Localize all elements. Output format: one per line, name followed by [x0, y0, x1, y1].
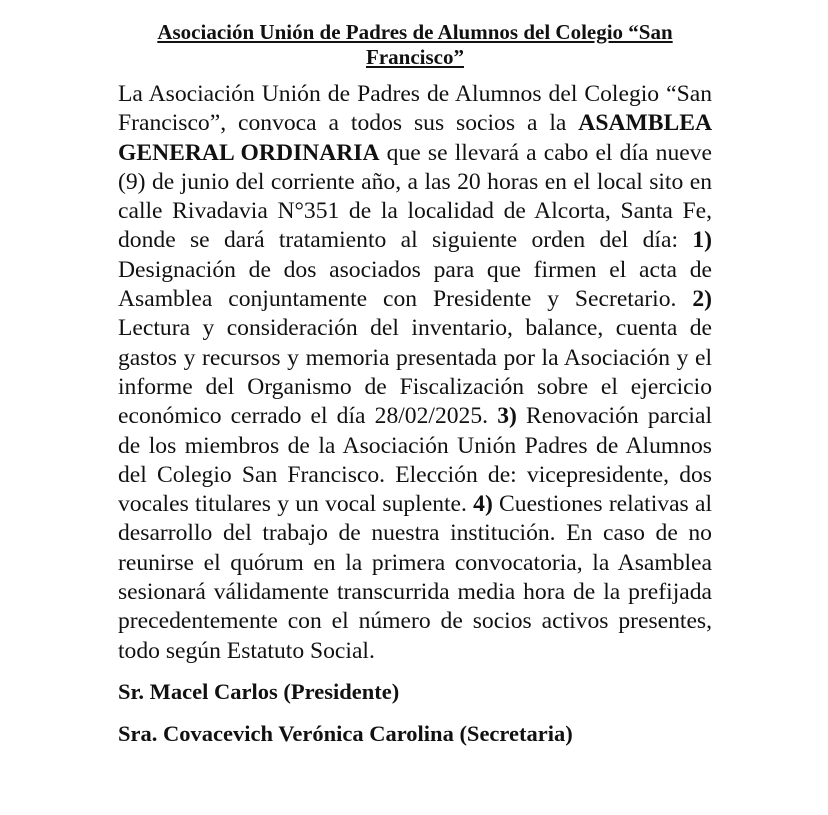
agenda-item-text: Renovación parcial de los miembros de la Asociación Unión Padres de Alumnos del Colegio San Francisco. Elección de: vicepresidente, dos vocales titulares y un vocal suplente.	[118, 403, 712, 518]
assembly-notice	[118, 20, 712, 748]
agenda-item-number: 4)	[473, 491, 493, 518]
agenda-item-text: Lectura y consideración del inventario, balance, cuenta de gastos y recursos y memoria presentada por la Asociación y el informe del Organismo de Fiscalización sobre el ejercicio económico cerrado el día 28/02/2025.	[118, 315, 712, 430]
agenda-item-number: 1)	[692, 227, 712, 254]
intro-text: La Asociación Unión de Padres de Alumnos del Colegio “San Francisco”, convoca a todos sus socios a la	[118, 81, 712, 137]
agenda-item-text: Cuestiones relativas al desarrollo del trabajo de nuestra institución.	[118, 491, 712, 547]
assembly-name: ASAMBLEA GENERAL ORDINARIA	[118, 110, 712, 166]
notice-title: Asociación Unión de Padres de Alumnos del Colegio “San Francisco”	[157, 20, 673, 69]
signature-president: Sr. Macel Carlos (Presidente)	[118, 678, 400, 704]
agenda-item-text: Designación de dos asociados para que firmen el acta de Asamblea conjuntamente con Presidente y Secretario.	[118, 256, 712, 313]
agenda-item-number: 3)	[497, 403, 517, 430]
schedule-text: que se llevará a cabo el día nueve (9) de junio del corriente año, a las 20 horas en el local sito en calle Rivadavia N°351 de la localidad de Alcorta, Santa Fe, donde se dará tratamiento al siguiente orden del día:	[118, 139, 712, 254]
agenda-item-number: 2)	[692, 286, 712, 313]
notice-body	[118, 80, 712, 666]
signature-secretary: Sra. Covacevich Verónica Carolina (Secretaria)	[118, 720, 573, 746]
closing-text: En caso de no reunirse el quórum en la primera convocatoria, la Asamblea sesionará válidamente transcurrida media hora de la prefijada precedentemente con el número de socios activos presentes, todo según Estatuto Social.	[118, 520, 712, 664]
